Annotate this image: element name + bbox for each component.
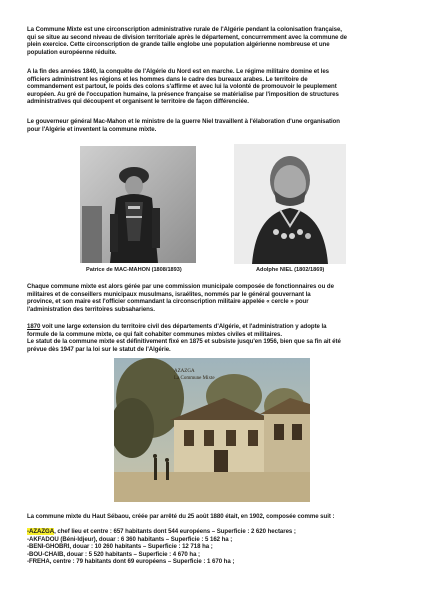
paragraph-1870 xyxy=(27,323,399,353)
list-item: -BOU-CHAIB, douar : 5 520 habitants – Superficie : 4 670 ha ; xyxy=(27,550,201,558)
year-1870: 1870 xyxy=(27,323,41,330)
paragraph-commission xyxy=(27,283,399,313)
list-item: -BENI-GHOBRI, douar : 10 260 habitants – Superficie : 12 718 ha ; xyxy=(27,543,213,551)
highlighted-azazga: -AZAZGA xyxy=(27,528,55,535)
extension-line: Le statut de la commune mixte est définitivement fixé en 1875 et subsiste jusqu'en 1956, bien que sa fin ait été xyxy=(27,338,341,346)
paragraph-conquest xyxy=(27,68,399,106)
composition-list xyxy=(27,528,399,566)
governor-line: Le gouverneur général Mac-Mahon et le ministre de la guerre Niel travaillent à l'élaboration d'une organisation xyxy=(27,118,340,125)
intro-line: plein exercice. Cette circonscription de grande taille englobe une population algérienne nombreuse et une xyxy=(27,41,330,49)
haut-sebaou-line: La commune mixte du Haut Sébaou, créée par arrêté du 25 août 1880 était, en 1902, composée comme suit : xyxy=(27,513,335,520)
conquest-line: commandement est partout, le poids des colons s'affirme et avec lui la volonté de promouvoir le peuplement xyxy=(27,83,337,91)
conquest-line: européen. Au gré de l'occupation humaine, la présence française se matérialise par l'imposition de structures xyxy=(27,90,339,98)
postcard-town-label: AZAZGA xyxy=(174,369,195,374)
paragraph-intro xyxy=(27,26,399,56)
commission-line: province, et son maire est l'officier commandant la circonscription militaire appelée « cercle » pour xyxy=(27,298,309,306)
paragraph-governor xyxy=(27,118,399,133)
caption-niel: Adolphe NIEL (1802/1869) xyxy=(256,267,325,273)
intro-line: qui se situe au second niveau de division territoriale après le département, concurremment avec la commune de xyxy=(27,33,347,41)
postcard-azazga xyxy=(114,358,310,502)
list-item: -AKFADOU (Béni-Idjeur), douar : 6 360 habitants – Superficie : 5 162 ha ; xyxy=(27,535,233,543)
list-item-azazga: -AZAZGA, chef lieu et centre : 657 habitants dont 544 européens – Superficie : 2 620 hectares ; xyxy=(27,528,296,535)
caption-macmahon: Patrice de MAC-MAHON (1808/1893) xyxy=(86,267,182,273)
list-item: -FREHA, centre : 79 habitants dont 69 européens – Superficie : 1 670 ha ; xyxy=(27,558,235,566)
conquest-line: administratives qui découpent et organisent le territoire de façon différenciée. xyxy=(27,98,249,106)
conquest-line: A la fin des années 1840, la conquête de l'Algérie du Nord est en marche. Le régime militaire domine et les xyxy=(27,68,330,75)
portrait-niel xyxy=(234,144,346,264)
paragraph-haut-sebaou xyxy=(27,513,399,521)
conquest-line: officiers administrent les régions et les hommes dans le cadre des bureaux arabes. Le territoire de xyxy=(27,75,308,83)
postcard-subtitle-label: La Commune Mixte xyxy=(174,376,215,381)
commission-line: militaires et de conseillers municipaux musulmans, israélites, nommés par le général gouvernant la xyxy=(27,290,311,298)
intro-line: La Commune Mixte est une circonscription administrative rurale de l'Algérie pendant la colonisation française, xyxy=(27,26,342,33)
commission-line: Chaque commune mixte est alors gérée par une commission municipale composée de fonctionnaires ou de xyxy=(27,283,334,290)
portrait-macmahon xyxy=(80,146,196,263)
intro-line: population européenne réduite. xyxy=(27,48,117,56)
extension-line: prévue dès 1947 par la loi sur le statut de l'Algérie. xyxy=(27,345,171,353)
extension-line: formule de la commune mixte, ce qui fait cohabiter communes mixtes civiles et militaires. xyxy=(27,330,282,338)
governor-line: pour l'Algérie et inventent la commune mixte. xyxy=(27,125,157,133)
commission-line: l'administration des territoires subsahariens. xyxy=(27,305,155,313)
line-1870: 1870 voit une large extension du territoire civil des départements d'Algérie, et l'administration y adopte la xyxy=(27,323,327,330)
